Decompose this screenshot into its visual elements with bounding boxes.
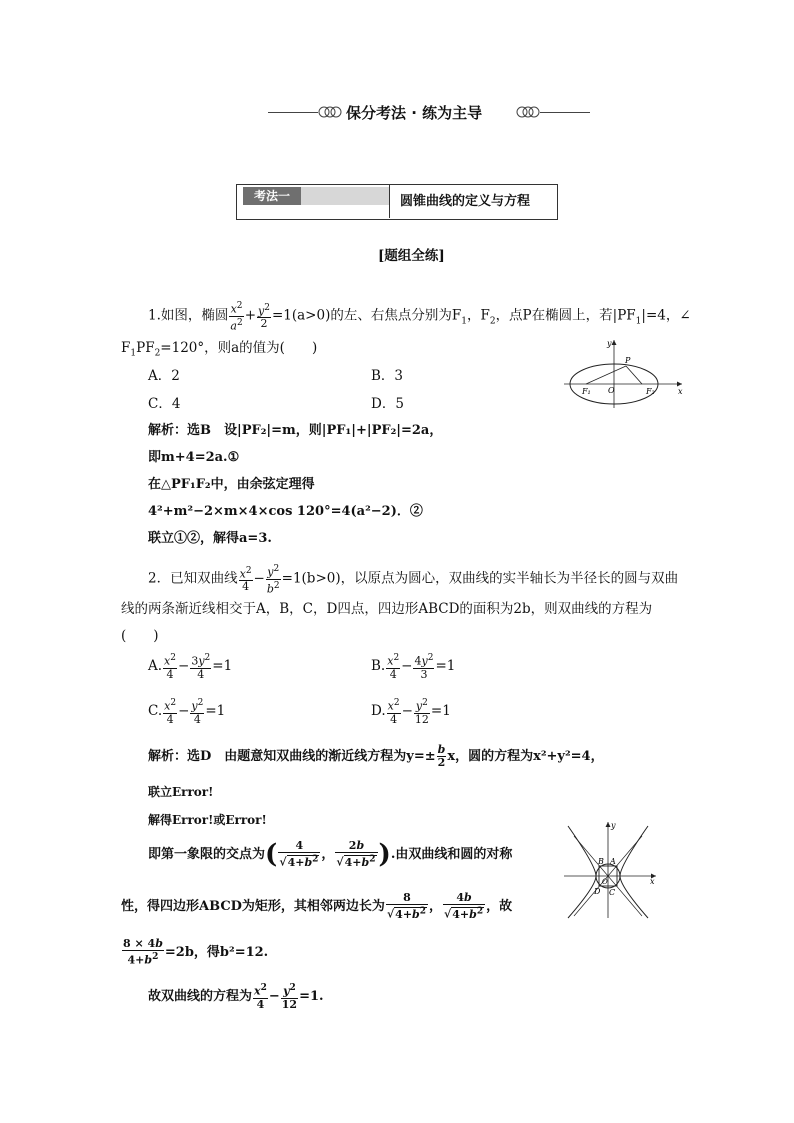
section-label: [题组全练] bbox=[378, 248, 445, 264]
q1-ellipse-figure bbox=[560, 336, 688, 410]
q2-solution-3: 解得Error!或Error! bbox=[148, 813, 267, 827]
q2-option-d: D. $\frac{x^2}{4}$ − $\frac{y^2}{12}$ =1 bbox=[371, 698, 451, 726]
q1-fig-label-p: P bbox=[625, 356, 631, 365]
q2-stem-line2: 线的两条渐近线相交于A，B，C，D四点，四边形ABCD的面积为2b，则双曲线的方程为 bbox=[121, 601, 653, 617]
q2-option-c: C. $\frac{x^2}{4}$ − $\frac{y^2}{4}$ =1 bbox=[148, 698, 226, 726]
q2-fig-label-d: D bbox=[594, 887, 601, 896]
q1-stem-line2: $F_1PF_2=120^\circ$，则a的值为( ) bbox=[121, 340, 318, 359]
banner-title: 圆锥曲线的定义与方程 bbox=[400, 194, 531, 209]
q1-fig-label-f2: F₂ bbox=[646, 387, 655, 396]
header-rule-left bbox=[268, 112, 318, 113]
banner-divider bbox=[389, 184, 390, 218]
q2-solution-5: 性，得四边形ABCD为矩形，其相邻两边长为 $\frac{8}{√4+b^2}$ ， $\frac{4b}{√4+b^2}$ ，故 bbox=[121, 891, 513, 921]
q2-stem-line3: ( ) bbox=[121, 628, 159, 644]
q2-fig-label-o: O bbox=[602, 878, 608, 886]
q1-solution-4: 4²+m²−2×m×4×cos 120°=4(a²−2)．② bbox=[148, 504, 423, 519]
q1-solution-1: 解析：选B 设|PF₂|=m，则|PF₁|+|PF₂|=2a， bbox=[148, 423, 443, 438]
header-ornament-right-icon bbox=[516, 104, 540, 120]
q2-fig-label-y: y bbox=[611, 821, 616, 830]
q1-solution-5: 联立①②，解得a=3. bbox=[148, 531, 272, 546]
q1-option-a: A．2 bbox=[148, 368, 180, 384]
q1-option-b: B．3 bbox=[371, 368, 404, 384]
q2-stem-line1: 2．已知双曲线 $\frac{x^2}{4}$ − $\frac{y^2}{b^2}$ =1(b>0)，以原点为圆心，双曲线的实半轴长为半径长的圆与双曲 bbox=[148, 564, 679, 596]
q2-solution-7: 故双曲线的方程为 $\frac{x^2}{4}$ − $\frac{y^2}{12}$ =1. bbox=[148, 983, 324, 1011]
q2-option-a: A. $\frac{x^2}{4}$ − $\frac{3y^2}{4}$ =1 bbox=[148, 653, 233, 681]
q2-solution-4: 即第一象限的交点为( $\frac{4}{√4+b^2}$ ， $\frac{2b}{√4+b^2}$ ).由双曲线和圆的对称 bbox=[148, 839, 513, 870]
q1-fig-label-f1: F₁ bbox=[582, 387, 591, 396]
q2-solution-1: 解析：选D 由题意知双曲线的渐近线方程为y=± $\frac{b}{2}$ x，圆的方程为x²+y²=4， bbox=[148, 743, 604, 769]
banner-tag: 考法一 bbox=[243, 187, 301, 205]
banner-tag-shade bbox=[301, 187, 389, 205]
q1-option-d: D．5 bbox=[371, 396, 404, 412]
q2-solution-6: $\frac{8 \times 4b}{4+b^2}$ =2b，得b²=12. bbox=[123, 937, 269, 967]
q2-fig-label-x: x bbox=[650, 877, 655, 886]
q1-option-c: C．4 bbox=[148, 396, 181, 412]
q1-fig-label-x: x bbox=[678, 387, 683, 396]
q2-hyperbola-figure bbox=[562, 818, 662, 920]
q1-fig-label-y: y bbox=[607, 339, 612, 348]
q2-fig-label-a: A bbox=[610, 857, 616, 866]
header-rule-right bbox=[540, 112, 590, 113]
q2-option-b: B. $\frac{x^2}{4}$ − $\frac{4y^2}{3}$ =1 bbox=[371, 653, 456, 681]
q1-stem-line1: 1.如图，椭圆 $\frac{x^2}{a^2}$ + $\frac{y^2}{2}$ =1(a>0)的左、右焦点分别为$F_1$，$F_2$，点P在椭圆上，若$|PF_1|=4$，∠ bbox=[148, 301, 691, 333]
q1-fig-label-o: O bbox=[608, 386, 615, 395]
q2-solution-2: 联立Error! bbox=[148, 785, 214, 799]
q1-solution-2: 即m+4=2a.① bbox=[148, 450, 240, 465]
q2-fig-label-c: C bbox=[609, 888, 616, 897]
header-ornament-left-icon bbox=[318, 104, 342, 120]
header-title: 保分考法 · 练为主导 bbox=[346, 104, 483, 122]
q1-solution-3: 在△PF₁F₂中，由余弦定理得 bbox=[148, 477, 315, 492]
q2-fig-label-b: B bbox=[598, 857, 604, 866]
